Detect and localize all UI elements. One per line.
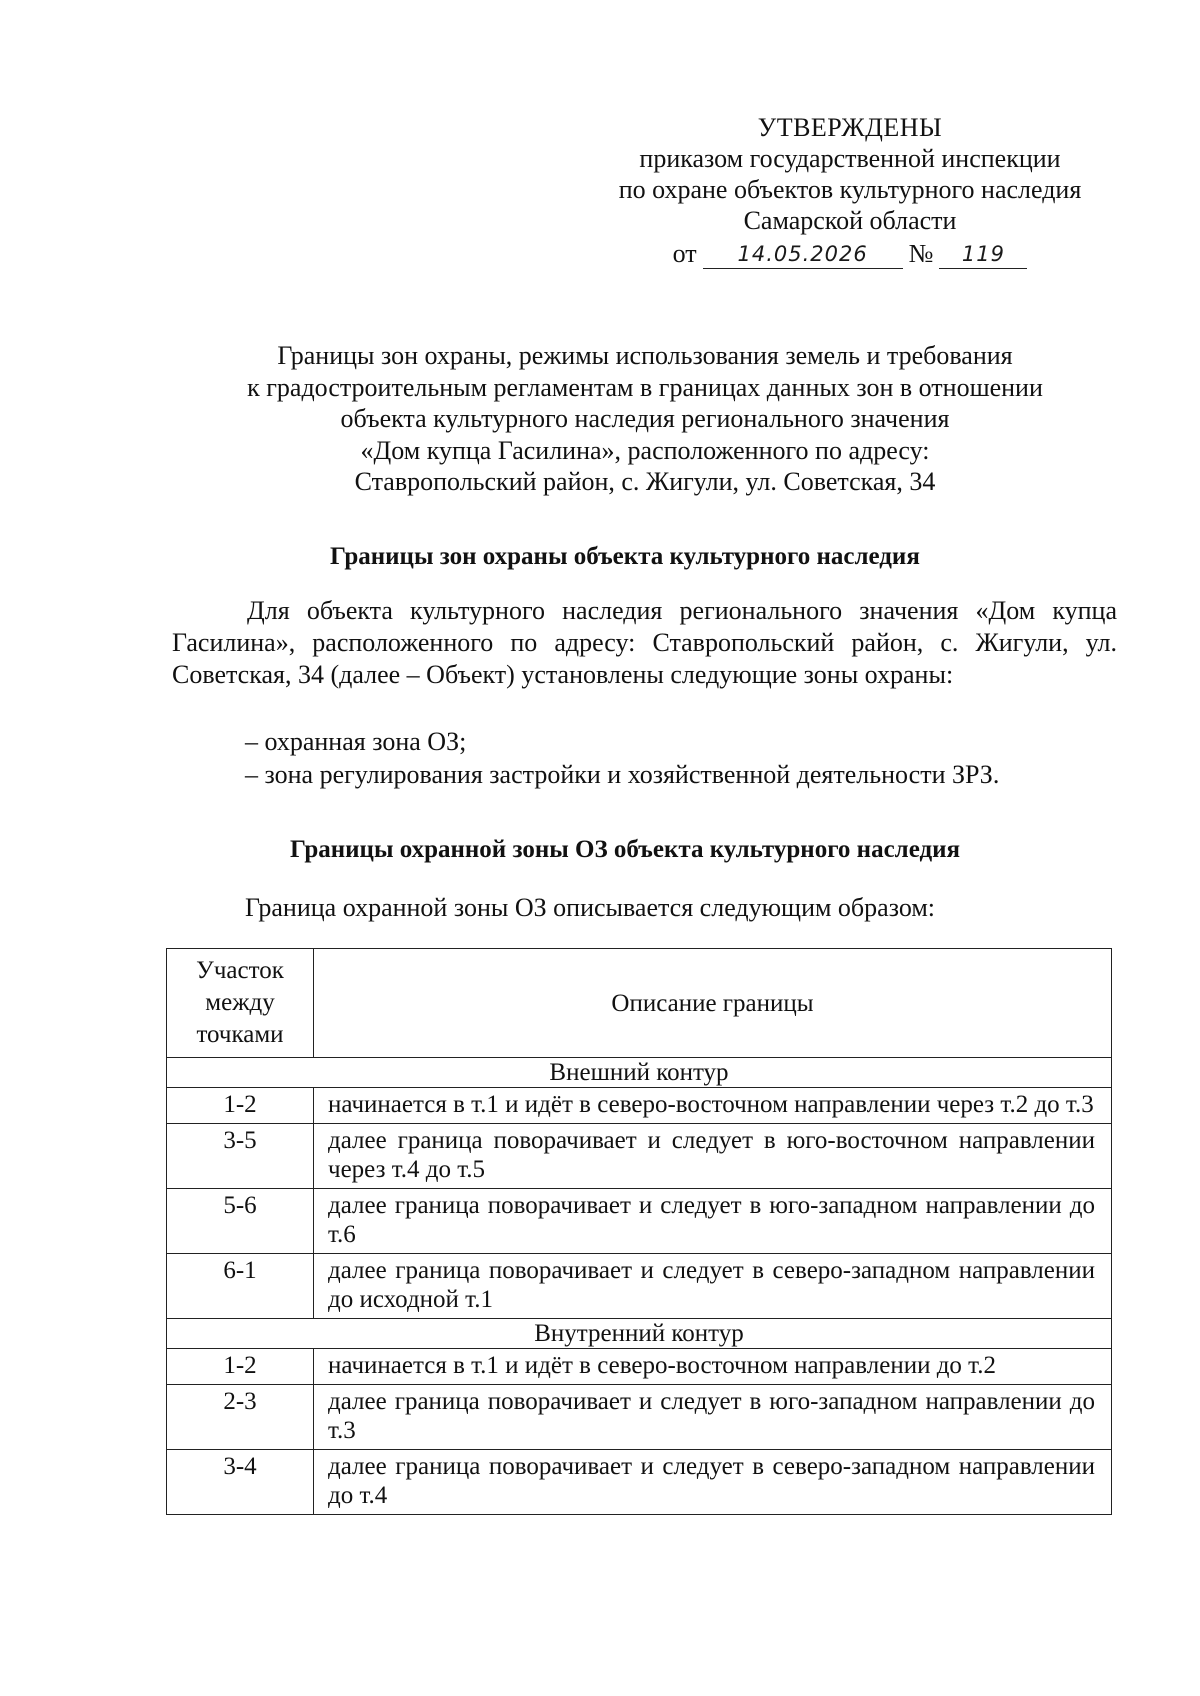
zone-item: – охранная зона ОЗ;	[245, 727, 467, 756]
description-cell: далее граница поворачивает и следует в юго-восточном направлении через т.4 до т.5	[314, 1124, 1112, 1189]
header-segment-line: точками	[196, 1021, 284, 1048]
document-title	[170, 340, 1120, 498]
segment-cell: 2-3	[167, 1385, 314, 1450]
boundary-table	[166, 948, 1112, 1515]
header-description: Описание границы	[314, 949, 1112, 1058]
outer-contour-label: Внешний контур	[167, 1058, 1112, 1088]
description-cell: далее граница поворачивает и следует в северо-западном направлении до исходной т.1	[314, 1254, 1112, 1319]
table-intro: Граница охранной зоны ОЗ описывается следующим образом:	[245, 893, 936, 922]
title-line: Границы зон охраны, режимы использования земель и требования	[277, 341, 1013, 370]
section-heading-oz: Границы охранной зоны ОЗ объекта культурного наследия	[290, 836, 961, 863]
table-row	[167, 1349, 1112, 1385]
order-number: 119	[939, 240, 1027, 269]
approval-line: по охране объектов культурного наследия	[618, 175, 1082, 204]
number-label: №	[908, 239, 934, 268]
title-line: к градостроительным регламентам в границах данных зон в отношении	[247, 372, 1043, 402]
title-line: объекта культурного наследия регионального значения	[340, 404, 950, 433]
title-line: Ставропольский район, с. Жигули, ул. Советская, 34	[354, 467, 936, 496]
table-row	[167, 1450, 1112, 1515]
table-row	[167, 1088, 1112, 1124]
table-row	[167, 1385, 1112, 1450]
zones-list	[245, 725, 999, 791]
intro-paragraph	[172, 595, 1117, 691]
approval-line: Самарской области	[743, 206, 957, 235]
section-row-outer	[167, 1058, 1112, 1088]
segment-cell: 3-5	[167, 1124, 314, 1189]
description-cell: далее граница поворачивает и следует в юго-западном направлении до т.3	[314, 1385, 1112, 1450]
segment-cell: 1-2	[167, 1088, 314, 1124]
segment-cell: 6-1	[167, 1254, 314, 1319]
approval-title: УТВЕРЖДЕНЫ	[757, 113, 943, 142]
table-row	[167, 1254, 1112, 1319]
segment-cell: 5-6	[167, 1189, 314, 1254]
header-segment	[167, 949, 314, 1058]
description-cell: начинается в т.1 и идёт в северо-восточном направлении через т.2 до т.3	[314, 1088, 1112, 1124]
approval-date-line	[673, 238, 1028, 269]
from-label: от	[672, 239, 697, 268]
table-row	[167, 1189, 1112, 1254]
paragraph-text: Для объекта культурного наследия регионального значения «Дом купца Гасилина», расположенного по адресу: Ставропольский район, с. Жигули, ул. Советская, 34 (далее – Объект) установлены следующие зоны охраны:	[172, 596, 1117, 689]
zone-item: – зона регулирования застройки и хозяйственной деятельности ЗРЗ.	[245, 760, 1000, 789]
segment-cell: 1-2	[167, 1349, 314, 1385]
header-segment-line: между	[205, 989, 275, 1016]
section-heading-zones: Границы зон охраны объекта культурного наследия	[330, 543, 920, 570]
description-cell: далее граница поворачивает и следует в северо-западном направлении до т.4	[314, 1450, 1112, 1515]
approval-block	[590, 112, 1110, 269]
description-cell: далее граница поворачивает и следует в юго-западном направлении до т.6	[314, 1189, 1112, 1254]
segment-cell: 3-4	[167, 1450, 314, 1515]
inner-contour-label: Внутренний контур	[167, 1319, 1112, 1349]
approval-line: приказом государственной инспекции	[639, 144, 1061, 173]
section-row-inner	[167, 1319, 1112, 1349]
table-row	[167, 1124, 1112, 1189]
description-cell: начинается в т.1 и идёт в северо-восточном направлении до т.2	[314, 1349, 1112, 1385]
header-segment-line: Участок	[196, 957, 284, 984]
table-header-row	[167, 949, 1112, 1058]
title-line: «Дом купца Гасилина», расположенного по адресу:	[360, 435, 930, 465]
order-date: 14.05.2026	[703, 240, 903, 269]
